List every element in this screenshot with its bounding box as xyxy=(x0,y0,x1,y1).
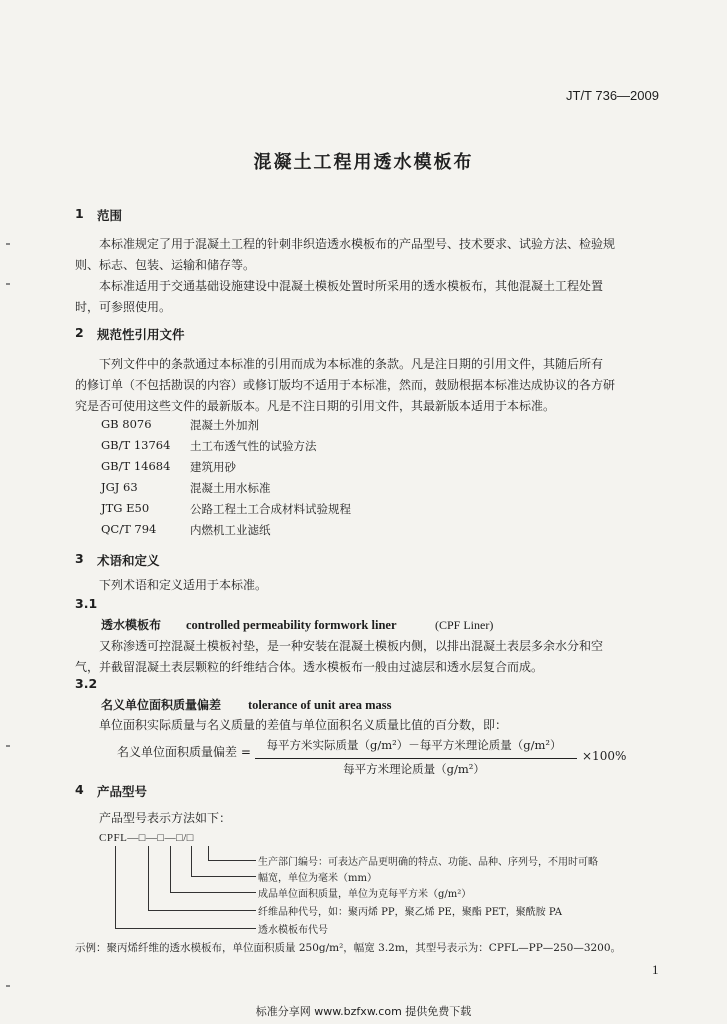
code-label-product: 透水模板布代号 xyxy=(258,925,328,936)
ref-name: 建筑用砂 xyxy=(190,460,236,474)
term-3-1-def-line-1: 又称渗透可控混凝土模板衬垫，是一种安装在混凝土模板内侧，以排出混凝土表层多余水分和空 xyxy=(99,639,604,653)
term-3-2-def: 单位面积实际质量与名义质量的差值与单位面积名义质量比值的百分数，即： xyxy=(99,718,508,732)
ref-name: 土工布透气性的试验方法 xyxy=(190,439,317,453)
ref-name: 内燃机工业滤纸 xyxy=(190,523,271,537)
section-4-number: 4 xyxy=(75,782,84,797)
code-label-department: 生产部门编号：可表达产品更明确的特点、功能、品种、序列号，不用时可略 xyxy=(258,857,598,868)
formula-numerator: 每平方米实际质量（g/m²）－每平方米理论质量（g/m²） xyxy=(266,738,562,752)
leader-line xyxy=(170,846,171,892)
leader-line xyxy=(148,846,149,910)
scan-mark xyxy=(6,283,10,285)
ref-code: JTG E50 xyxy=(101,501,150,515)
leader-line xyxy=(115,846,116,928)
leader-line xyxy=(191,846,192,876)
section-1-para-1-line-1: 本标准规定了用于混凝土工程的针刺非织造透水模板布的产品型号、技术要求、试验方法、检验规 xyxy=(99,237,616,251)
leader-line xyxy=(115,928,256,929)
leader-line xyxy=(191,876,256,877)
term-3-1-en: controlled permeability formwork liner xyxy=(186,618,397,632)
section-2-para-line-1: 下列文件中的条款通过本标准的引用而成为本标准的条款。凡是注日期的引用文件，其随后所有 xyxy=(99,357,604,371)
ref-name: 公路工程土工合成材料试验规程 xyxy=(190,502,351,516)
section-2-para-line-3: 究是否可使用这些文件的最新版本。凡是不注日期的引用文件，其最新版本适用于本标准。 xyxy=(75,399,556,413)
term-3-2-zh: 名义单位面积质量偏差 xyxy=(101,698,222,712)
scan-mark xyxy=(6,985,10,987)
ref-code: QC/T 794 xyxy=(101,522,157,536)
code-label-width: 幅宽，单位为毫米（mm） xyxy=(258,873,377,884)
section-2-para-line-2: 的修订单（不包括勘误的内容）或修订版均不适用于本标准，然而，鼓励根据本标准达成协议的各方研 xyxy=(75,378,616,392)
section-3-title: 术语和定义 xyxy=(97,553,160,568)
product-code-example: 示例：聚丙烯纤维的透水模板布，单位面积质量 250g/m²，幅宽 3.2m，其型号表示为：CPFL—PP—250—3200。 xyxy=(75,942,622,954)
section-3-number: 3 xyxy=(75,551,84,566)
fraction-bar xyxy=(255,758,577,759)
leader-line xyxy=(170,892,256,893)
footer-text: 标准分享网 www.bzfxw.com 提供免费下载 xyxy=(255,1005,472,1018)
ref-code: GB/T 13764 xyxy=(101,438,171,452)
section-1-para-2-line-2: 时，可参照使用。 xyxy=(75,300,172,314)
leader-line xyxy=(208,846,209,860)
term-3-2-number: 3.2 xyxy=(75,676,98,691)
formula-denominator: 每平方米理论质量（g/m²） xyxy=(343,762,485,776)
term-3-2-en: tolerance of unit area mass xyxy=(248,698,392,712)
ref-code: JGJ 63 xyxy=(101,480,138,494)
standard-code: JT/T 736—2009 xyxy=(566,88,659,103)
formula-lhs: 名义单位面积质量偏差 = xyxy=(117,745,251,759)
code-label-fiber: 纤维品种代号，如：聚丙烯 PP，聚乙烯 PE，聚酯 PET，聚酰胺 PA xyxy=(258,907,562,918)
ref-name: 混凝土用水标准 xyxy=(190,481,271,495)
section-4-intro: 产品型号表示方法如下： xyxy=(99,811,232,825)
code-label-mass: 成品单位面积质量，单位为克每平方米（g/m²） xyxy=(258,889,472,900)
product-code-pattern: CPFL—□—□—□/□ xyxy=(99,832,194,844)
leader-line xyxy=(208,860,256,861)
term-3-1-abbr: (CPF Liner) xyxy=(435,618,494,632)
section-1-number: 1 xyxy=(75,206,84,221)
section-1-title: 范围 xyxy=(97,208,123,223)
section-1-para-2-line-1: 本标准适用于交通基础设施建设中混凝土模板处置时所采用的透水模板布，其他混凝土工程处置 xyxy=(99,279,604,293)
section-2-title: 规范性引用文件 xyxy=(97,327,185,342)
page-number: 1 xyxy=(652,962,659,977)
ref-code: GB 8076 xyxy=(101,417,152,431)
scan-mark xyxy=(6,745,10,747)
section-4-title: 产品型号 xyxy=(97,784,148,799)
section-1-para-1-line-2: 则、标志、包装、运输和储存等。 xyxy=(75,258,256,272)
ref-code: GB/T 14684 xyxy=(101,459,171,473)
ref-name: 混凝土外加剂 xyxy=(190,418,259,432)
term-3-1-number: 3.1 xyxy=(75,596,98,611)
section-2-number: 2 xyxy=(75,325,84,340)
scan-mark xyxy=(6,243,10,245)
term-3-1-zh: 透水模板布 xyxy=(101,618,162,632)
formula-multiplier: ×100% xyxy=(582,749,627,763)
section-3-intro: 下列术语和定义适用于本标准。 xyxy=(99,578,268,592)
document-title: 混凝土工程用透水模板布 xyxy=(253,152,474,173)
leader-line xyxy=(148,910,256,911)
term-3-1-def-line-2: 气，并截留混凝土表层颗粒的纤维结合体。透水模板布一般由过滤层和透水层复合而成。 xyxy=(75,660,544,674)
